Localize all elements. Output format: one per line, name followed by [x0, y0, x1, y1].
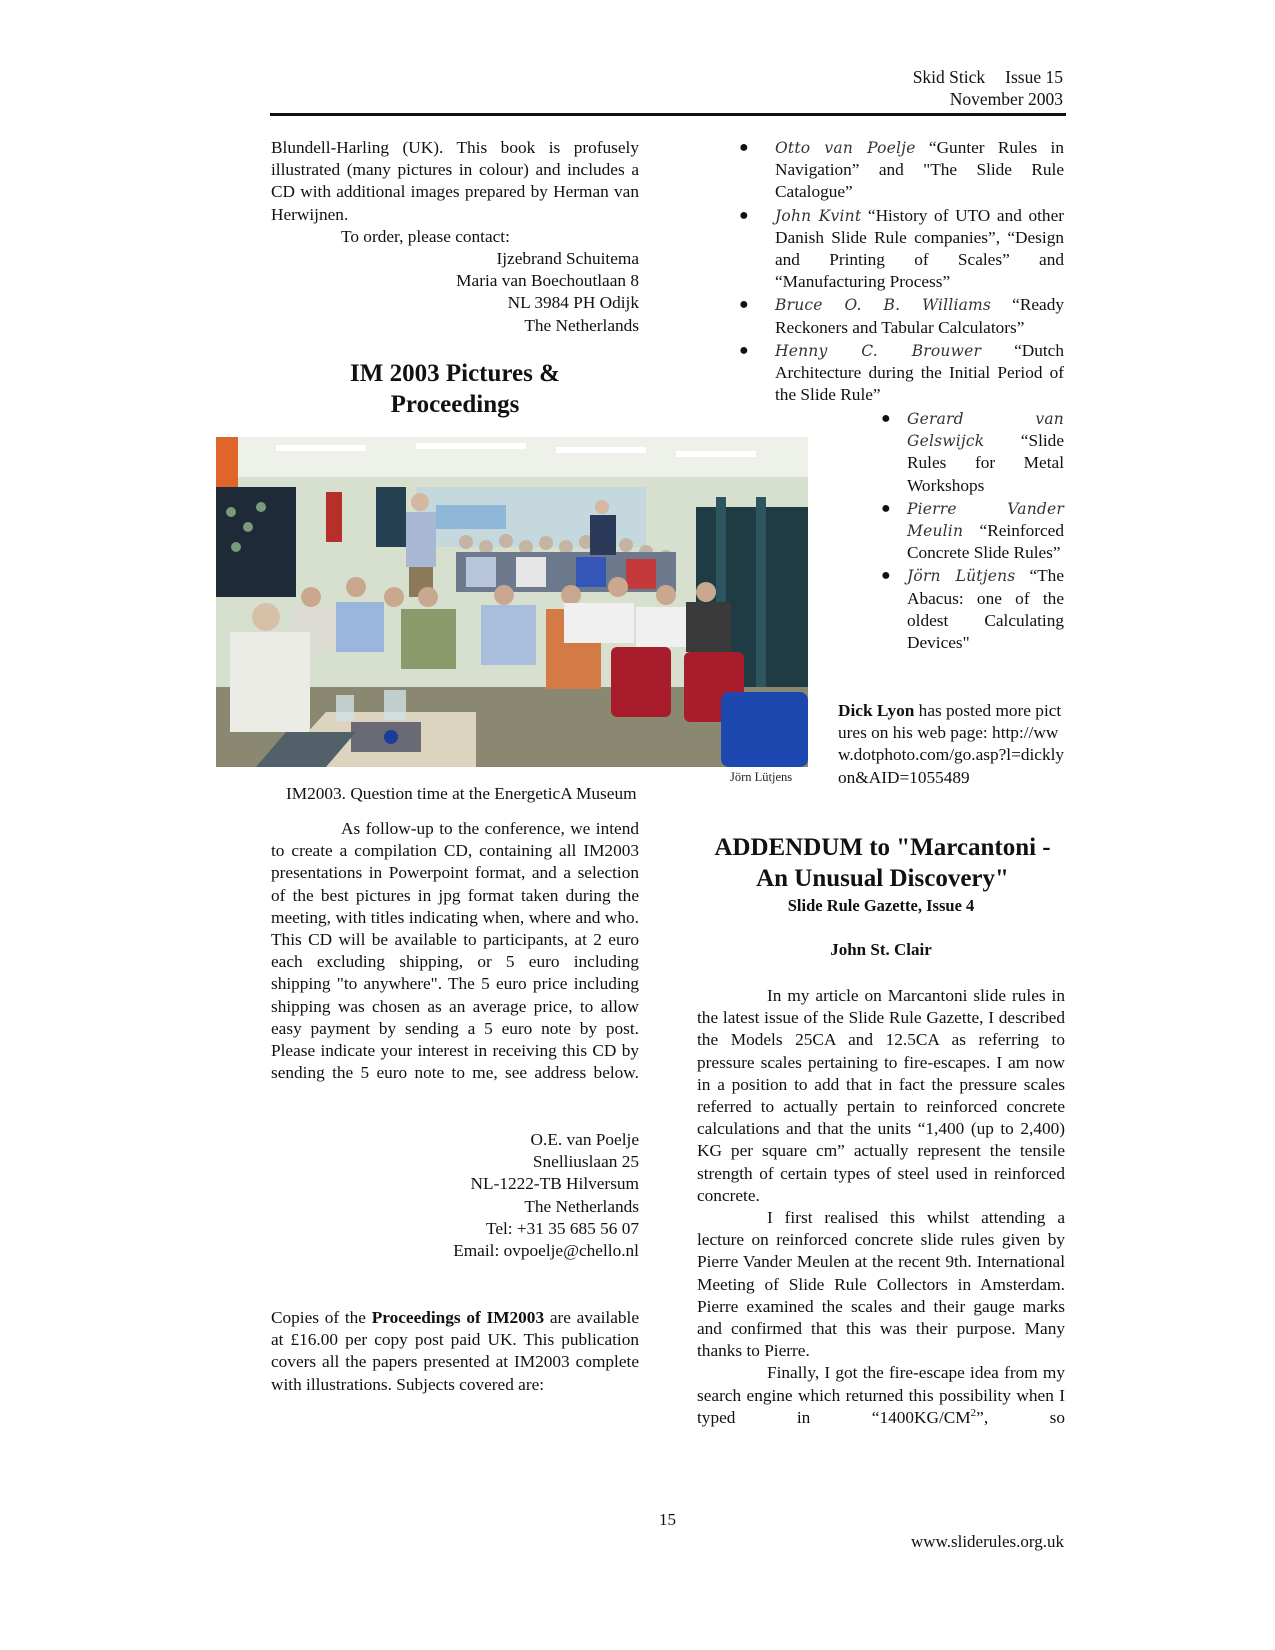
bullet-icon: ●	[881, 499, 891, 517]
bullet-icon: ●	[739, 139, 749, 156]
page-number: 15	[659, 1510, 676, 1529]
header-date: November 2003	[949, 89, 1063, 109]
proceedings-paragraph	[271, 1307, 639, 1396]
header-publication: Skid Stick	[912, 67, 986, 87]
header-issue: Issue 15	[1005, 67, 1063, 87]
conference-photo	[216, 437, 808, 767]
bullet-icon: ●	[739, 206, 749, 224]
subject-item	[881, 408, 1064, 497]
subject-title: “History of UTO and other Danish Slide Rule companies”, “Design and Printing of Scales” and “Manufacturing Process”	[775, 205, 1064, 292]
addendum-paragraph-text: ”, so	[976, 1407, 1065, 1427]
addendum-paragraph: In my article on Marcantoni slide rules in the latest issue of the Slide Rule Gazette, I described the Models 25CA and 12.5CA as referring to pressure scales pertaining to fire-escapes. I am now in a position to add that in fact the pressure scales referred to actually pertain to reinforced concrete calculations and that the units “1,400 (up to 2,400) KG per square cm” actually represent the tensile strength of certain types of steel used in reinforced concrete.	[697, 986, 1065, 1205]
addendum-paragraph-text: Finally, I got the fire-escape idea from my search engine which returned this possibility when I typed in “1400KG/CM	[697, 1363, 1065, 1427]
section-title-line: Proceedings	[390, 391, 520, 418]
order-address-line: Maria van Boechoutlaan 8	[456, 271, 639, 291]
intro-paragraph: Blundell-Harling (UK). This book is profusely illustrated (many pictures in colour) and includes a CD with additional images prepared by Herman van Herwijnen.	[271, 138, 639, 224]
header-rule	[270, 113, 1066, 116]
subject-title: “Gunter Rules in Navigation” and "The Slide Rule Catalogue”	[775, 138, 1065, 202]
subject-author: Henny C. Brouwer	[775, 341, 982, 360]
subject-title: “Reinforced Concrete Slide Rules”	[907, 521, 1064, 563]
proceedings-text: Copies of the	[271, 1308, 372, 1327]
section-title-line: IM 2003 Pictures &	[350, 360, 560, 387]
followup-paragraph	[271, 818, 639, 1084]
contact-name: O.E. van Poelje	[530, 1130, 639, 1149]
proceedings-title: Proceedings of IM2003	[371, 1308, 545, 1327]
subject-author: John Kvint	[775, 206, 862, 225]
superscript: 2	[970, 1407, 977, 1420]
subject-author: Otto van Poelje	[775, 139, 916, 157]
subject-title: “Ready Reckoners and Tabular Calculators”	[775, 295, 1064, 337]
header-publication-line	[913, 66, 1063, 88]
addendum-title-line: An Unusual Discovery"	[756, 865, 1009, 892]
contact-email[interactable]: Email: ovpoelje@chello.nl	[453, 1241, 639, 1261]
addendum-body	[697, 985, 1065, 1429]
subjects-list	[739, 137, 1065, 406]
addendum-author: John St. Clair	[830, 940, 932, 959]
running-header	[913, 66, 1063, 110]
subject-title: “Slide Rules for Metal Workshops	[907, 431, 1064, 495]
addendum-paragraph: I first realised this whilst attending a lecture on reinforced concrete slide rules given by Pierre Vander Meulen at the recent 9th. International Meeting of Slide Rule Collectors in Amsterdam. Pierre examined the scales and their gauge marks and confirmed that this was their purpose. Many thanks to Pierre.	[697, 1208, 1065, 1361]
subject-author: Bruce O. B. Williams	[775, 296, 992, 315]
photo-caption: IM2003. Question time at the EnergeticA Museum	[286, 784, 637, 803]
subject-title: “Dutch Architecture during the Initial Period of the Slide Rule”	[775, 340, 1064, 405]
contact-city: NL-1222-TB Hilversum	[470, 1174, 639, 1194]
dick-lyon-text[interactable]: has posted more pictures on his web page: http://www.dotphoto.com/go.asp?l=dicklyon&AID=1055489	[838, 701, 1065, 787]
addendum-paragraph	[697, 1362, 1065, 1429]
subject-item	[881, 565, 1064, 654]
contact-phone: Tel: +31 35 685 56 07	[485, 1218, 639, 1238]
subject-title: “The Abacus: one of the oldest Calculating Devices"	[907, 566, 1064, 653]
addendum-title	[690, 832, 1075, 894]
contact-country: The Netherlands	[524, 1196, 639, 1216]
subject-item	[739, 294, 1064, 338]
subject-item	[739, 137, 1065, 204]
order-address	[271, 248, 639, 337]
subjects-list-narrow	[881, 408, 1064, 654]
dick-lyon-name: Dick Lyon	[838, 701, 915, 720]
subject-author: Pierre Vander Meulin	[907, 499, 1064, 541]
bullet-icon: ●	[881, 567, 891, 585]
subject-item	[881, 498, 1064, 565]
footer-website[interactable]: www.sliderules.org.uk	[911, 1532, 1064, 1551]
bullet-icon: ●	[881, 410, 891, 427]
order-address-line: The Netherlands	[524, 315, 639, 335]
order-line: To order, please contact:	[341, 227, 510, 246]
subject-author: Jörn Lütjens	[907, 567, 1016, 586]
section-title	[271, 358, 639, 420]
dick-lyon-note	[838, 700, 1066, 789]
bullet-icon: ●	[739, 341, 749, 359]
photo-credit: Jörn Lütjens	[730, 770, 793, 784]
conference-photo-illustration	[216, 437, 808, 767]
order-address-line: Ijzebrand Schuitema	[496, 249, 639, 268]
proceedings-text: are available at £16.00 per copy post paid UK. This publication covers all the papers presented at IM2003 complete with illustrations. Subjects covered are:	[271, 1308, 639, 1394]
bullet-icon: ●	[739, 296, 749, 314]
subject-author: Gerard van Gelswijck	[907, 410, 1064, 451]
addendum-title-line: ADDENDUM to "Marcantoni -	[714, 834, 1051, 861]
contact-street: Snelliuslaan 25	[532, 1152, 639, 1172]
contact-address	[271, 1129, 639, 1262]
subject-item	[739, 205, 1064, 294]
followup-paragraph-text: As follow-up to the conference, we intend to create a compilation CD, containing all IM2003 presentations in Powerpoint format, and a selection of the best pictures in jpg format taken during the meeting, with titles indicating when, where and who. This CD will be available to participants, at 2 euro each excluding shipping, or 5 euro including shipping "to anywhere". The 5 euro price including shipping was chosen as an average price, to allow easy payment by sending a 5 euro note by post. Please indicate your interest in receiving this CD by sending the 5 euro note to me, see address below.	[271, 819, 639, 1083]
addendum-subtitle: Slide Rule Gazette, Issue 4	[787, 896, 975, 915]
order-address-line: NL 3984 PH Odijk	[507, 293, 639, 313]
subject-item	[739, 340, 1064, 407]
